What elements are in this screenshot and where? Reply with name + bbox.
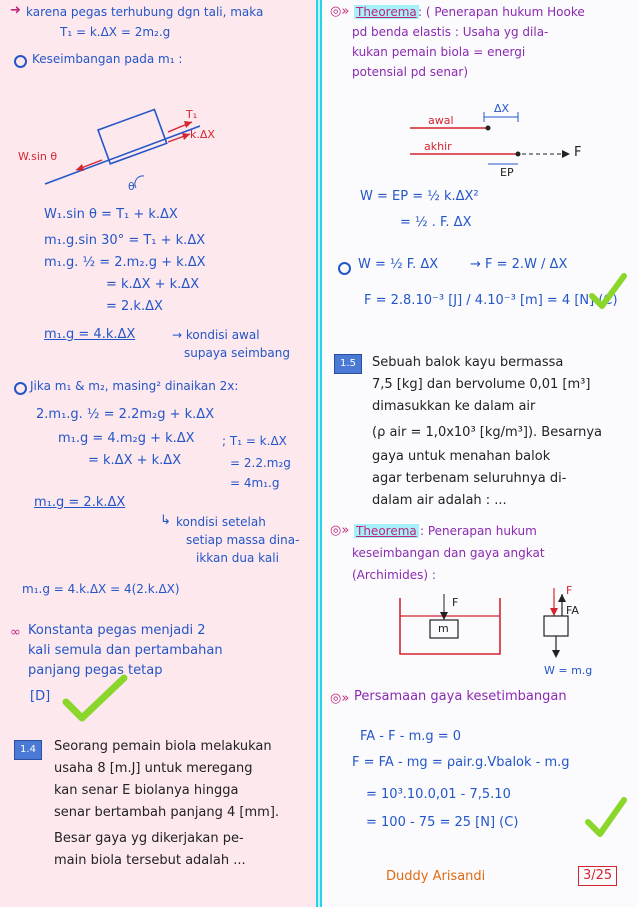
jika-equation-3-note: = 2.2.m₂g	[230, 456, 291, 470]
question-1-4-line-3: kan senar E biolanya hingga	[54, 783, 239, 798]
equation-6: m₁.g = 4.k.ΔX	[44, 327, 136, 342]
equation-6-note-2: supaya seimbang	[184, 346, 290, 360]
jika-note-1: kondisi setelah	[176, 515, 266, 529]
intro-line-2: T₁ = k.ΔX = 2m₂.g	[60, 25, 171, 39]
persamaan-heading: Persamaan gaya kesetimbangan	[354, 689, 567, 704]
equation-4: = k.ΔX + k.ΔX	[106, 277, 200, 292]
work-equation-1: W = EP = ½ k.ΔX²	[360, 189, 479, 204]
jika-note-3: ikkan dua kali	[196, 551, 279, 565]
jika-equation-4-note: = 4m₁.g	[230, 476, 280, 490]
keseimbangan-heading: Keseimbangan pada m₁ :	[32, 52, 183, 66]
double-bullet-icon: ∞	[10, 625, 21, 640]
equation-5: = 2.k.ΔX	[106, 299, 163, 314]
arrow-bullet-icon: ➜	[10, 3, 21, 18]
konstanta-line-1: Konstanta pegas menjadi 2	[28, 623, 206, 638]
question-1-5-line-1: Sebuah balok kayu bermassa	[372, 355, 564, 370]
force-calculation: F = 2.8.10⁻³ [J] / 4.10⁻³ [m] = 4 [N] (C)	[364, 293, 618, 308]
question-1-5-line-2: 7,5 [kg] dan bervolume 0,01 [m³]	[372, 377, 591, 392]
bullet-icon	[14, 55, 27, 68]
question-1-4-line-1: Seorang pemain biola melakukan	[54, 739, 272, 754]
jika-equation-5: m₁.g = 2.k.ΔX	[34, 495, 126, 510]
spring-label-dx: ΔX	[494, 102, 510, 115]
intro-line-1: karena pegas terhubung dgn tali, maka	[26, 5, 264, 19]
page-number: 3/25	[578, 866, 617, 886]
author-name: Duddy Arisandi	[386, 869, 486, 884]
question-1-4-line-5: Besar gaya yg dikerjakan pe-	[54, 831, 244, 846]
jika-equation-2: m₁.g = 4.m₂g + k.ΔX	[58, 431, 195, 446]
work-equation-2: = ½ . F. ΔX	[400, 215, 472, 230]
question-1-5-line-5: gaya untuk menahan balok	[372, 449, 551, 464]
question-1-5-line-4: (ρ air = 1,0x10³ [kg/m³]). Besarnya	[372, 425, 602, 440]
checkmark-icon	[584, 796, 628, 840]
theorem-bullet-icon: ◎»	[330, 523, 350, 538]
theorem-2-label: Theorema	[356, 524, 417, 538]
equation-2: m₁.g.sin 30° = T₁ + k.ΔX	[44, 233, 206, 248]
theorem-2-line-3: (Archimides) :	[352, 568, 436, 582]
question-1-4-line-2: usaha 8 [m.J] untuk meregang	[54, 761, 253, 776]
balance-equation-3: = 10³.10.0,01 - 7,5.10	[366, 787, 511, 802]
force-label-f: F	[566, 584, 573, 597]
force-formula: → F = 2.W / ΔX	[470, 257, 568, 272]
balance-equation-1: FA - F - m.g = 0	[360, 729, 462, 744]
jika-note-2: setiap massa dina-	[186, 533, 300, 547]
theorem-2-line-2: keseimbangan dan gaya angkat	[352, 546, 545, 560]
jika-line: Jika m₁ & m₂, masing² dinaikan 2x:	[30, 379, 239, 393]
spring-label-akhir: akhir	[424, 140, 452, 153]
theorem-2-line-1: : Penerapan hukum	[420, 524, 537, 538]
spring-label-ep: EP	[500, 166, 514, 179]
diagram-label-wsin: W.sin θ	[18, 150, 58, 163]
checkmark-icon	[60, 672, 130, 722]
question-1-4-line-6: main biola tersebut adalah ...	[54, 853, 246, 868]
question-number-badge: 1.5	[334, 354, 362, 374]
container-label-f: F	[452, 596, 459, 609]
balance-equation-2: F = FA - mg = ρair.g.Vbalok - m.g	[352, 755, 570, 770]
theorem-bullet-icon: ◎»	[330, 691, 350, 706]
archimedes-container-diagram	[396, 590, 506, 660]
question-1-4-line-4: senar bertambah panjang 4 [mm].	[54, 805, 280, 820]
theorem-1-line-2: pd benda elastis : Usaha yg dila-	[352, 25, 549, 39]
equation-6-note-1: → kondisi awal	[172, 328, 260, 342]
question-1-5-line-6: agar terbenam seluruhnya di-	[372, 471, 567, 486]
arrow-bullet-icon: ↳	[160, 513, 171, 528]
jika-equation-1: 2.m₁.g. ½ = 2.2m₂g + k.ΔX	[36, 407, 215, 422]
force-label-w: W = m.g	[544, 664, 593, 677]
diagram-label-theta: θ	[128, 180, 135, 193]
jika-equation-6: m₁.g = 4.k.ΔX = 4(2.k.ΔX)	[22, 582, 180, 596]
theorem-1-label: Theorema	[356, 5, 417, 19]
konstanta-line-3: panjang pegas tetap	[28, 663, 163, 678]
column-divider	[316, 0, 322, 907]
diagram-label-kdx: k.ΔX	[190, 128, 215, 141]
balance-equation-4: = 100 - 75 = 25 [N] (C)	[366, 815, 519, 830]
answer-d: [D]	[30, 689, 51, 704]
bullet-icon	[338, 262, 351, 275]
equation-3: m₁.g. ½ = 2.m₂.g + k.ΔX	[44, 255, 206, 270]
jika-equation-3: = k.ΔX + k.ΔX	[88, 453, 182, 468]
theorem-1-line-3: kukan pemain biola = energi	[352, 45, 526, 59]
question-1-5-line-7: dalam air adalah : ...	[372, 493, 507, 508]
diagram-label-t1: T₁	[186, 108, 198, 121]
spring-label-f: F	[574, 145, 582, 160]
theorem-bullet-icon: ◎»	[330, 4, 350, 19]
konstanta-line-2: kali semula dan pertambahan	[28, 643, 223, 658]
theorem-1-line-4: potensial pd senar)	[352, 65, 468, 79]
jika-equation-2-note: ; T₁ = k.ΔX	[222, 434, 287, 448]
question-number-badge: 1.4	[14, 740, 42, 760]
force-balance-diagram	[526, 582, 586, 662]
container-label-m: m	[438, 622, 449, 635]
question-1-5-line-3: dimasukkan ke dalam air	[372, 399, 536, 414]
checkmark-icon	[588, 272, 628, 312]
work-equation-3: W = ½ F. ΔX	[358, 257, 439, 272]
theorem-1-line-1: : ( Penerapan hukum Hooke	[418, 5, 585, 19]
incline-free-body-diagram	[40, 88, 210, 188]
equation-1: W₁.sin θ = T₁ + k.ΔX	[44, 207, 178, 222]
bullet-icon	[14, 382, 27, 395]
spring-label-awal: awal	[428, 114, 454, 127]
force-label-fa: FA	[566, 604, 579, 617]
